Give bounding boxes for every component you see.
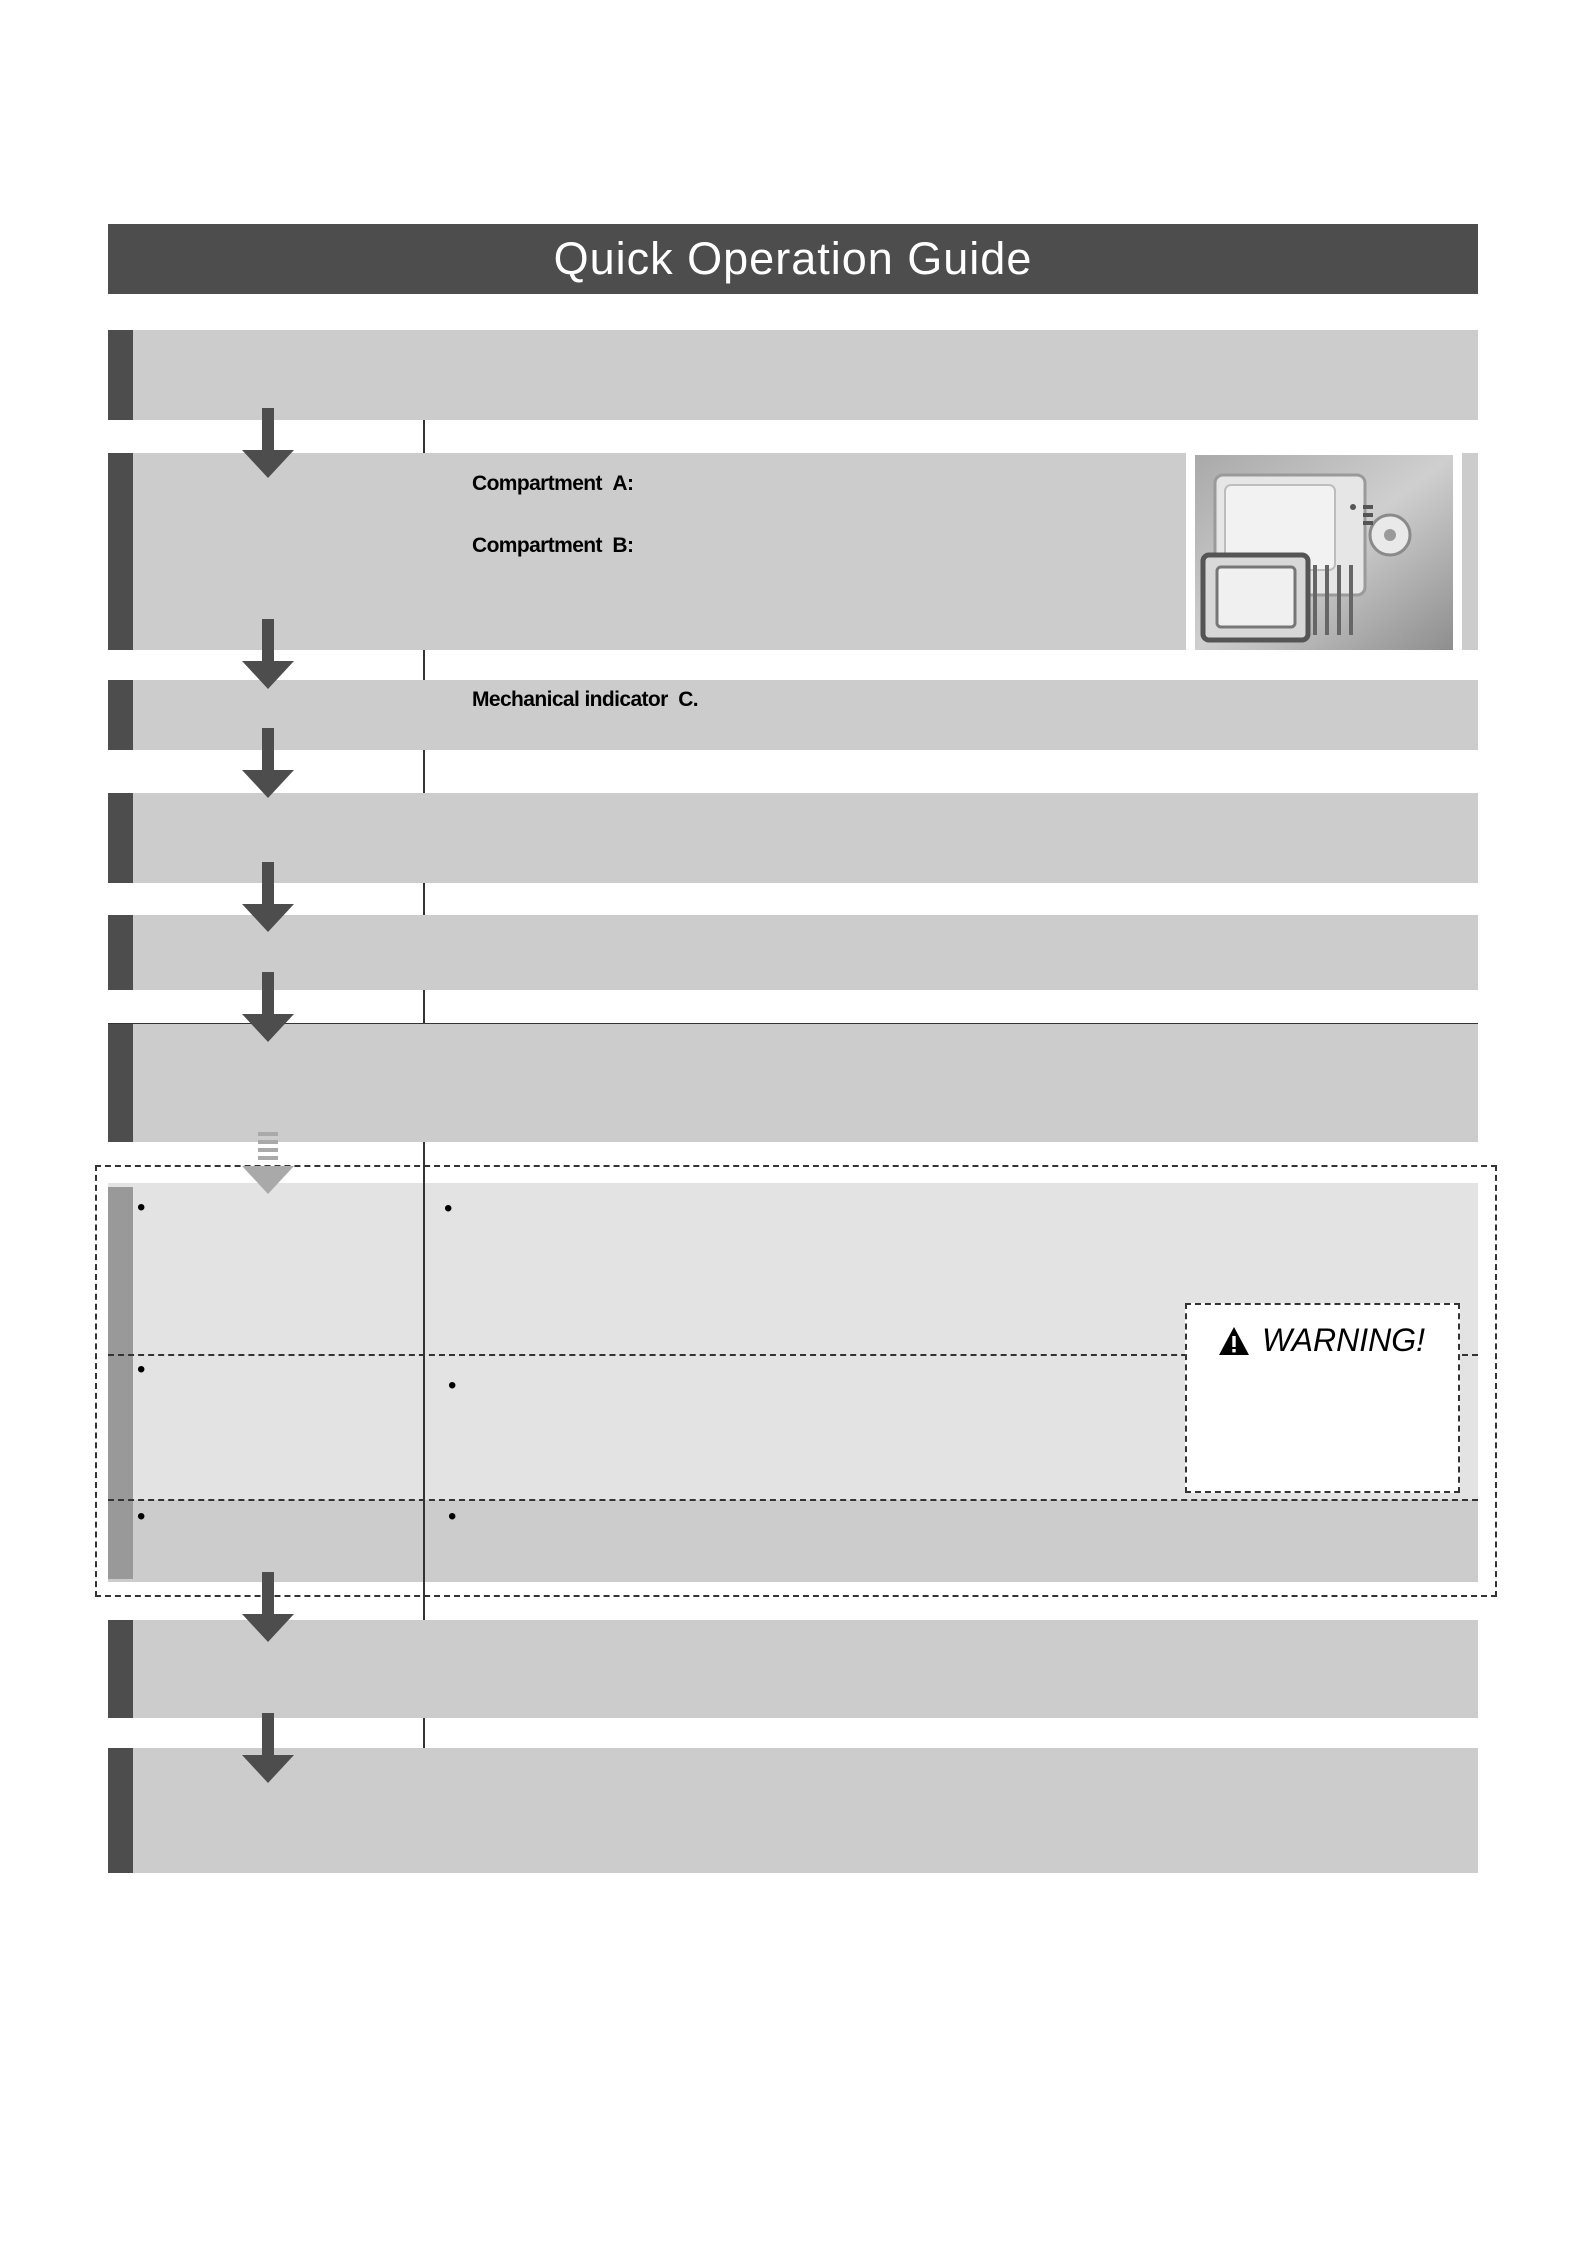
step-row-2-marker bbox=[108, 453, 133, 650]
bullet-right-1: • bbox=[444, 1195, 453, 1222]
flow-arrow-down-icon bbox=[242, 1572, 294, 1642]
compartment-b-label: Compartment B: bbox=[472, 534, 634, 557]
detergent-dispenser-photo bbox=[1195, 455, 1453, 650]
step-row-6-marker bbox=[108, 1024, 133, 1142]
warning-heading bbox=[1218, 1322, 1425, 1359]
optional-row-3 bbox=[108, 1500, 1478, 1582]
warning-title: WARNING! bbox=[1262, 1322, 1425, 1358]
step-row-8 bbox=[108, 1620, 1478, 1718]
optional-column-divider bbox=[423, 1183, 425, 1582]
bullet-left-1: • bbox=[137, 1194, 146, 1221]
compartment-a-label: Compartment A: bbox=[472, 472, 634, 495]
flow-arrow-down-icon bbox=[242, 862, 294, 932]
step-row-2-end bbox=[1462, 453, 1478, 650]
step-row-5-marker bbox=[108, 915, 133, 990]
step-row-9-marker bbox=[108, 1748, 133, 1873]
step-row-4 bbox=[108, 793, 1478, 883]
bullet-right-2: • bbox=[448, 1372, 457, 1399]
optional-arrow-down-icon bbox=[242, 1132, 294, 1202]
page-title-bar bbox=[108, 224, 1478, 294]
page-title: Quick Operation Guide bbox=[553, 233, 1033, 284]
flow-arrow-down-icon bbox=[242, 728, 294, 798]
flow-arrow-down-icon bbox=[242, 408, 294, 478]
bullet-right-3: • bbox=[448, 1503, 457, 1530]
step-row-9 bbox=[108, 1748, 1478, 1873]
step-row-6 bbox=[108, 1024, 1478, 1142]
bullet-left-2: • bbox=[137, 1356, 146, 1383]
warning-triangle-icon bbox=[1218, 1326, 1250, 1356]
step-row-8-marker bbox=[108, 1620, 133, 1718]
flow-arrow-down-icon bbox=[242, 972, 294, 1042]
optional-section-marker bbox=[108, 1187, 133, 1579]
step-row-3-marker bbox=[108, 680, 133, 750]
step-row-1 bbox=[108, 330, 1478, 420]
flow-arrow-down-icon bbox=[242, 619, 294, 689]
optional-row-divider-2 bbox=[108, 1499, 1478, 1501]
flow-arrow-down-icon bbox=[242, 1713, 294, 1783]
bullet-left-3: • bbox=[137, 1503, 146, 1530]
step-row-1-marker bbox=[108, 330, 133, 420]
step-row-4-marker bbox=[108, 793, 133, 883]
step-row-5 bbox=[108, 915, 1478, 990]
mechanical-indicator-label: Mechanical indicator C. bbox=[472, 688, 699, 711]
step-row-3 bbox=[108, 680, 1478, 750]
